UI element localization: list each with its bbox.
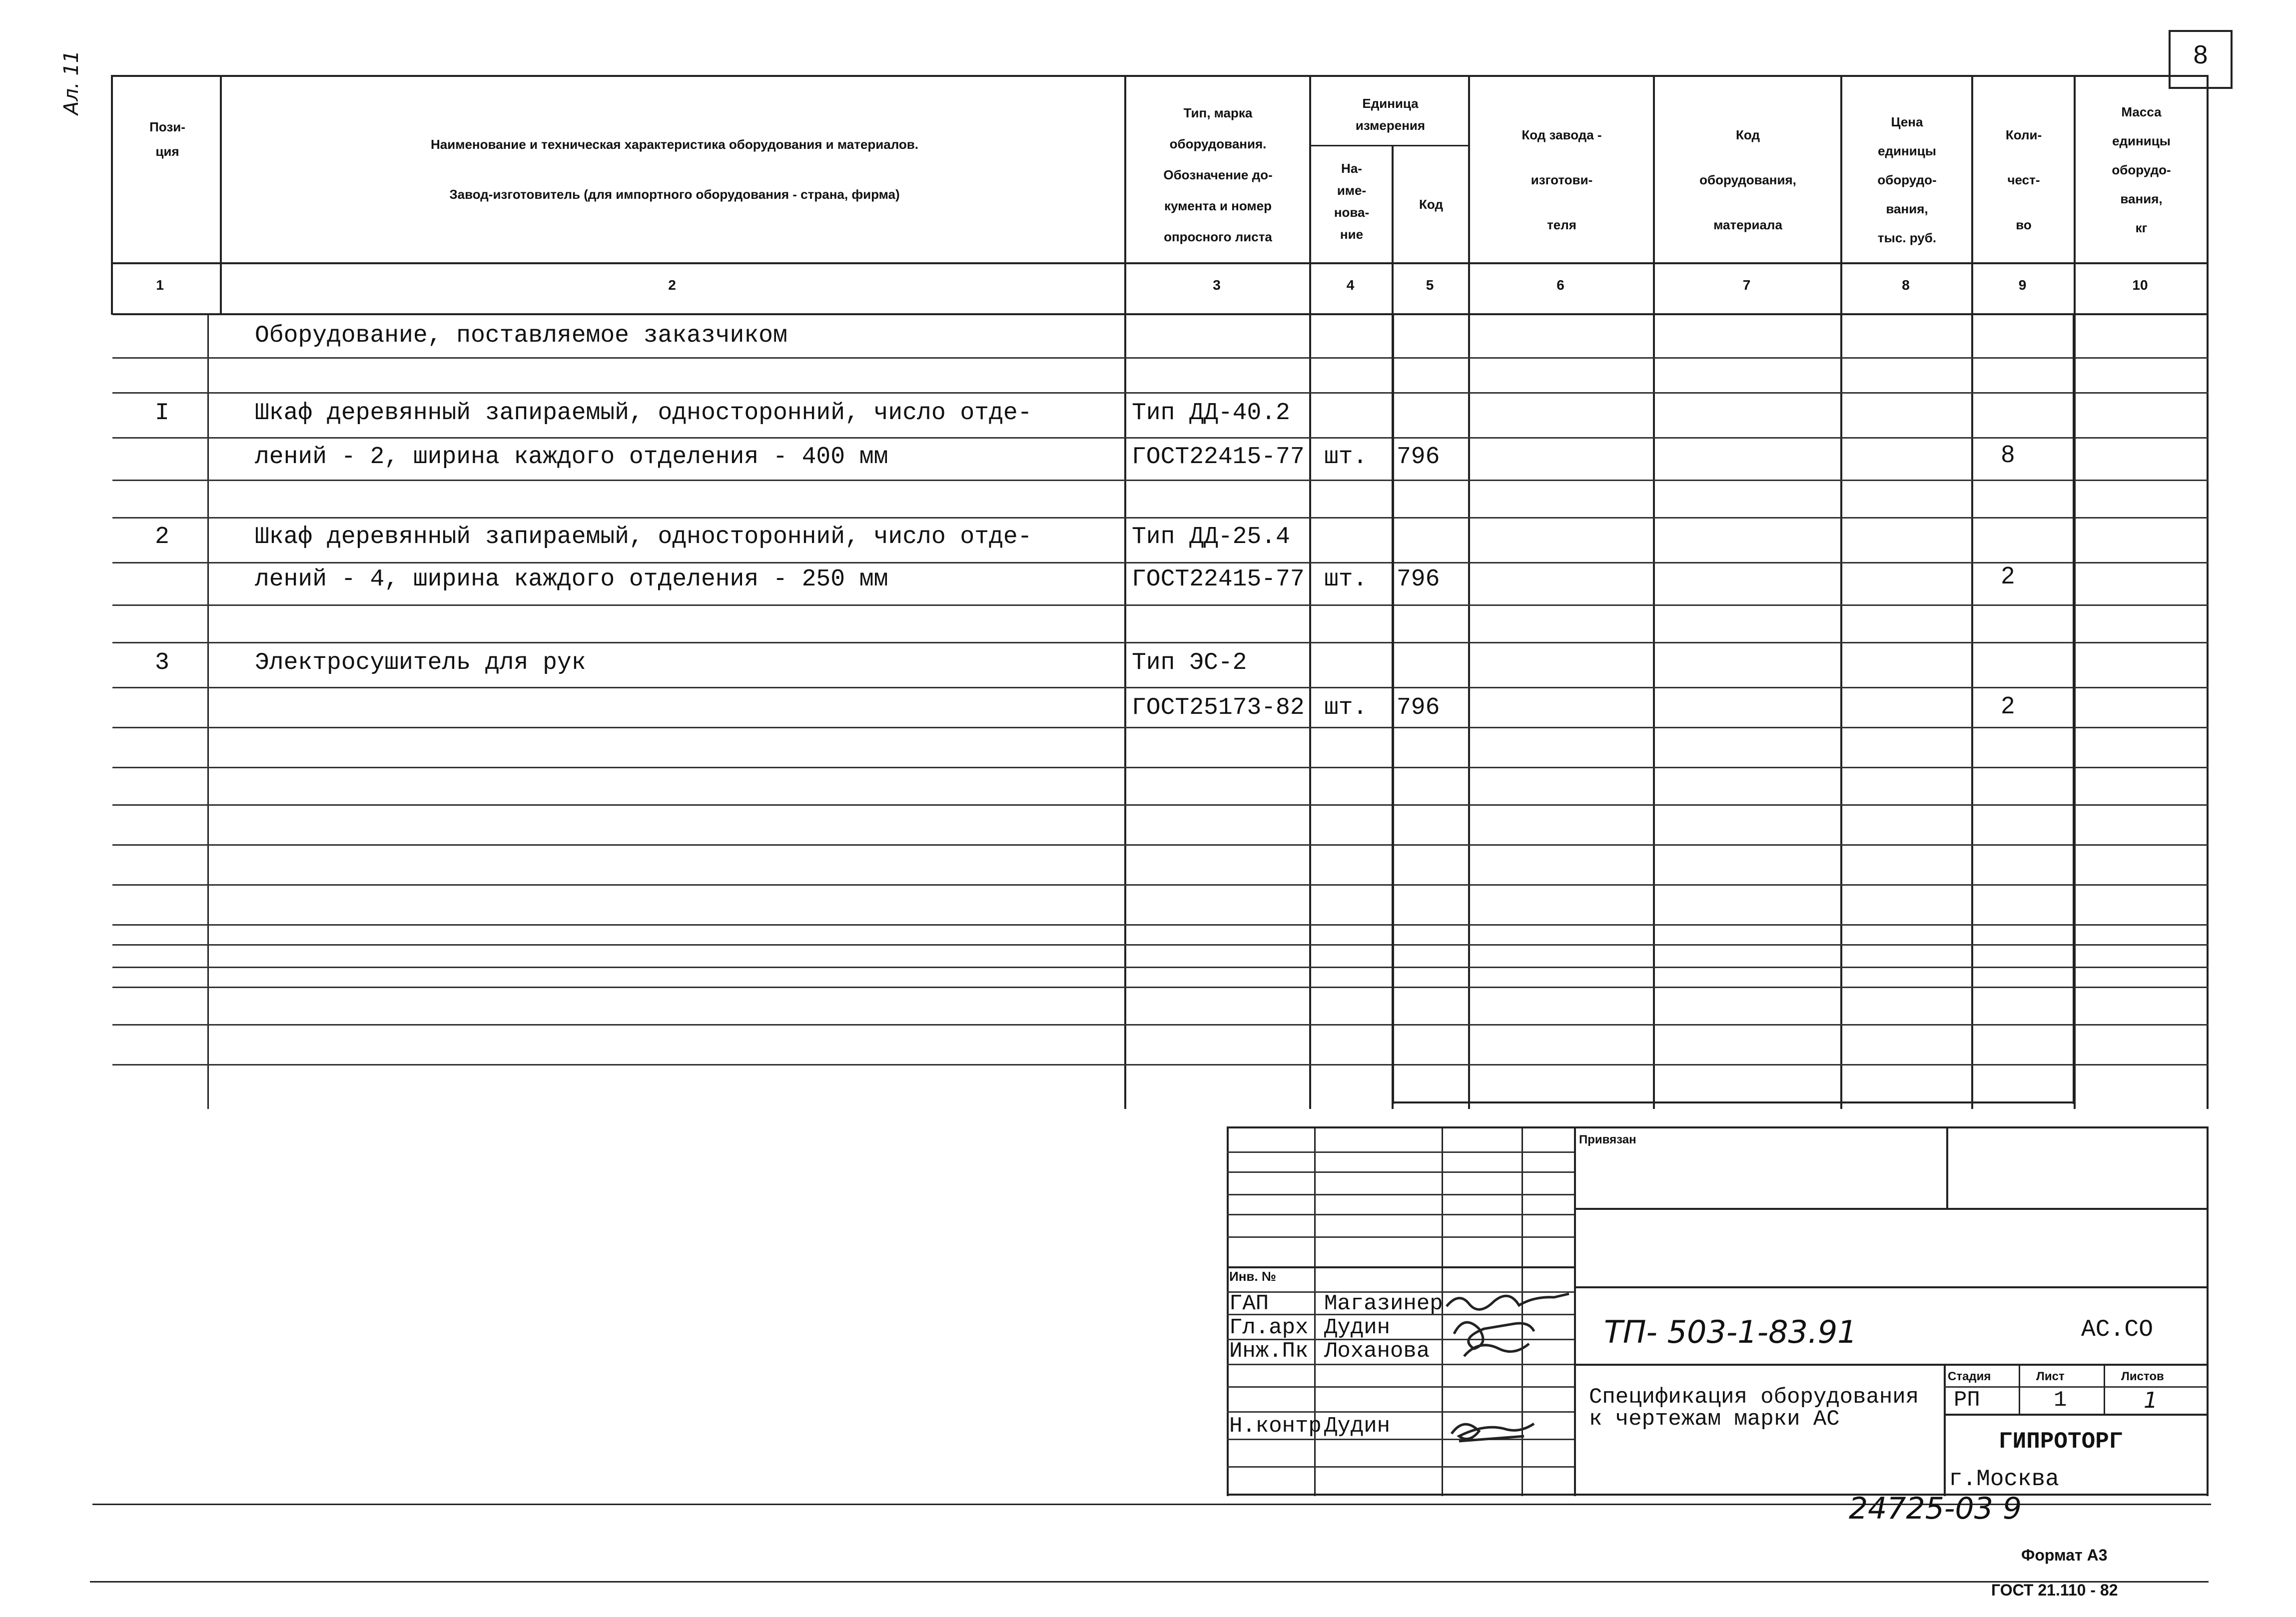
row2-position: 2 xyxy=(155,524,169,550)
header-mass: Масса единицы оборудо- вания, кг xyxy=(2112,104,2171,235)
row1-name-line2: лений - 2, ширина каждого отделения - 400 мм xyxy=(255,444,888,471)
header-equipment-code: Код оборудования, материала xyxy=(1699,127,1796,232)
row-line xyxy=(112,357,2209,359)
margin-mark: Ал. 11 xyxy=(60,50,83,115)
row1-quantity: 8 xyxy=(2001,441,2015,468)
stamp-v1 xyxy=(1314,1126,1316,1496)
colnum-7: 7 xyxy=(1742,277,1751,293)
colnum-bottom-border xyxy=(112,313,2209,315)
row-line xyxy=(112,480,2209,481)
row3-name-line1: Электросушитель для рук xyxy=(255,649,586,676)
colnum-1: 1 xyxy=(156,277,164,293)
row3-unit: шт. xyxy=(1324,694,1368,721)
stamp-h xyxy=(1227,1411,1574,1413)
row-line xyxy=(112,687,2209,688)
col-sep-1-body xyxy=(207,315,209,1109)
col-sep-8 xyxy=(1971,75,1973,1109)
row2-quantity: 2 xyxy=(2001,562,2015,589)
colnum-4: 4 xyxy=(1346,277,1355,293)
row-line xyxy=(112,1024,2209,1026)
sheets-label: Листов xyxy=(2121,1370,2164,1383)
header-name-line2: Завод-изготовитель (для импортного оборудования - страна, фирма) xyxy=(449,187,900,202)
row-line xyxy=(112,844,2209,846)
header-position: Пози- ция xyxy=(149,119,185,159)
stamp-privyazan-bottom xyxy=(1574,1208,2209,1210)
stamp-name-4: Дудин xyxy=(1324,1414,1391,1439)
row-line xyxy=(112,944,2209,946)
row2-unit-code: 796 xyxy=(1397,566,1440,593)
colnum-2: 2 xyxy=(668,277,676,293)
stamp-top xyxy=(1227,1126,2209,1128)
stamp-role-3: Инж.Пк xyxy=(1229,1339,1309,1364)
row-line xyxy=(112,437,2209,439)
col-sep-3 xyxy=(1309,75,1311,1109)
stamp-h xyxy=(1227,1364,1574,1365)
row3-type-line1: Тип ЭС-2 xyxy=(1132,649,1247,676)
row-line xyxy=(112,967,2209,968)
header-type: Тип, марка оборудования. Обозначение до- кумента и номер опросного листа xyxy=(1163,105,1273,244)
document-title: Спецификация оборудования к чертежам марки АС xyxy=(1589,1385,1919,1432)
sheets-value: 1 xyxy=(2144,1388,2158,1413)
row-line xyxy=(112,517,2209,519)
stamp-stage-split xyxy=(1944,1364,1946,1496)
row3-type-line2: ГОСТ25173-82 xyxy=(1132,694,1305,721)
stamp-stage-labels-bottom xyxy=(1944,1386,2209,1388)
table-right-border xyxy=(2207,75,2209,1109)
stamp-bottom xyxy=(1227,1494,2209,1496)
stamp-name-3: Лоханова xyxy=(1324,1339,1430,1364)
row1-unit-code: 796 xyxy=(1397,444,1440,471)
row2-unit: шт. xyxy=(1324,566,1368,593)
row-line xyxy=(112,604,2209,606)
stamp-right xyxy=(2207,1126,2209,1496)
col-sep-2 xyxy=(1124,75,1126,1109)
format-label: Формат А3 xyxy=(2021,1546,2108,1564)
stamp-name-2: Дудин xyxy=(1324,1315,1391,1340)
stage-label: Стадия xyxy=(1948,1370,1991,1383)
colnum-9: 9 xyxy=(2018,277,2027,293)
header-unit-code: Код xyxy=(1419,197,1443,212)
stamp-stage-v2 xyxy=(2104,1364,2105,1414)
header-unit-name: На- име- нова- ние xyxy=(1334,161,1370,242)
colnum-8: 8 xyxy=(1902,277,1910,293)
header-plant-code: Код завода - изготови- теля xyxy=(1522,127,1602,232)
row2-name-line1: Шкаф деревянный запираемый, односторонний, число отде- xyxy=(255,524,1032,550)
sheet-value: 1 xyxy=(2054,1388,2067,1413)
stamp-h xyxy=(1227,1386,1574,1388)
colnum-10: 10 xyxy=(2132,277,2148,293)
city: г.Москва xyxy=(1949,1466,2059,1492)
thick-right-qty-block xyxy=(2073,315,2075,1104)
row2-type-line1: Тип ДД-25.4 xyxy=(1132,524,1290,550)
stamp-left xyxy=(1227,1126,1229,1496)
row-line xyxy=(112,804,2209,806)
stamp-stage-v1 xyxy=(2019,1364,2020,1414)
row3-position: 3 xyxy=(155,649,169,676)
section-title: Оборудование, поставляемое заказчиком xyxy=(255,322,787,349)
signature-3-icon xyxy=(1444,1414,1544,1449)
header-quantity: Коли- чест- во xyxy=(2005,127,2042,232)
stamp-h xyxy=(1227,1466,1574,1468)
document-mark: АС.СО xyxy=(2081,1316,2154,1343)
thick-left-qty-block xyxy=(1392,315,1394,1104)
stamp-h xyxy=(1227,1214,1574,1215)
stamp-code-bottom xyxy=(1574,1364,2209,1366)
row1-unit: шт. xyxy=(1324,444,1368,471)
stamp-stage-values-bottom xyxy=(1944,1414,2209,1416)
sheet-label: Лист xyxy=(2036,1370,2065,1383)
col-sep-6 xyxy=(1653,75,1655,1109)
table-bottom-border xyxy=(1392,1101,2074,1103)
row-line xyxy=(112,924,2209,926)
privyazan-label: Привязан xyxy=(1579,1133,1636,1146)
header-bottom-border xyxy=(112,262,2209,264)
stamp-privyazan-split xyxy=(1946,1126,1948,1209)
col-sep-7 xyxy=(1840,75,1842,1109)
stamp-v4 xyxy=(1574,1126,1576,1496)
header-name-line1: Наименование и техническая характеристика оборудования и материалов. xyxy=(430,137,918,152)
stamp-h xyxy=(1227,1236,1574,1238)
colnum-5: 5 xyxy=(1426,277,1434,293)
document-code: ТП- 503-1-83.91 xyxy=(1604,1314,1857,1350)
colnum-3: 3 xyxy=(1213,277,1221,293)
header-unit-group: Единица измерения xyxy=(1355,96,1426,133)
row-line xyxy=(112,392,2209,394)
header-price: Цена единицы оборудо- вания, тыс. руб. xyxy=(1877,114,1937,245)
row-line xyxy=(112,1064,2209,1066)
row-line xyxy=(112,884,2209,886)
col-sep-5 xyxy=(1468,75,1470,1109)
row-line xyxy=(112,562,2209,563)
row-line xyxy=(112,987,2209,988)
stamp-h xyxy=(1227,1151,1574,1153)
stamp-h-inv xyxy=(1227,1266,1574,1268)
sheet-number: 8 xyxy=(2193,40,2208,69)
stamp-code-top xyxy=(1574,1286,2209,1288)
table-top-border xyxy=(112,75,2209,77)
row1-position: I xyxy=(155,400,169,427)
colnum-6: 6 xyxy=(1556,277,1564,293)
stamp-h xyxy=(1227,1171,1574,1173)
row1-name-line1: Шкаф деревянный запираемый, односторонний, число отде- xyxy=(255,400,1032,427)
stamp-h xyxy=(1227,1194,1574,1195)
stage-value: РП xyxy=(1954,1388,1980,1413)
organization: ГИПРОТОРГ xyxy=(1999,1429,2123,1455)
gost-label: ГОСТ 21.110 - 82 xyxy=(1991,1581,2118,1599)
signature-2-icon xyxy=(1444,1309,1544,1364)
row3-quantity: 2 xyxy=(2001,692,2015,719)
row2-type-line2: ГОСТ22415-77 xyxy=(1132,566,1305,593)
stamp-name-1: Магазинер xyxy=(1324,1291,1443,1316)
stamp-role-1: ГАП xyxy=(1229,1291,1269,1316)
row-line xyxy=(112,642,2209,643)
archive-number: 24725-03 9 xyxy=(1849,1491,2022,1526)
row-line xyxy=(112,767,2209,768)
row1-type-line1: Тип ДД-40.2 xyxy=(1132,400,1290,427)
row3-unit-code: 796 xyxy=(1397,694,1440,721)
row2-name-line2: лений - 4, ширина каждого отделения - 250 мм xyxy=(255,566,888,593)
stamp-role-4: Н.контр xyxy=(1229,1414,1322,1439)
inv-no-label: Инв. № xyxy=(1229,1269,1276,1284)
row-line xyxy=(112,727,2209,728)
frame-bottom-line-2 xyxy=(90,1581,2209,1583)
stamp-role-2: Гл.арх xyxy=(1229,1315,1309,1340)
unit-group-divider xyxy=(1309,145,1469,146)
row1-type-line2: ГОСТ22415-77 xyxy=(1132,444,1305,471)
